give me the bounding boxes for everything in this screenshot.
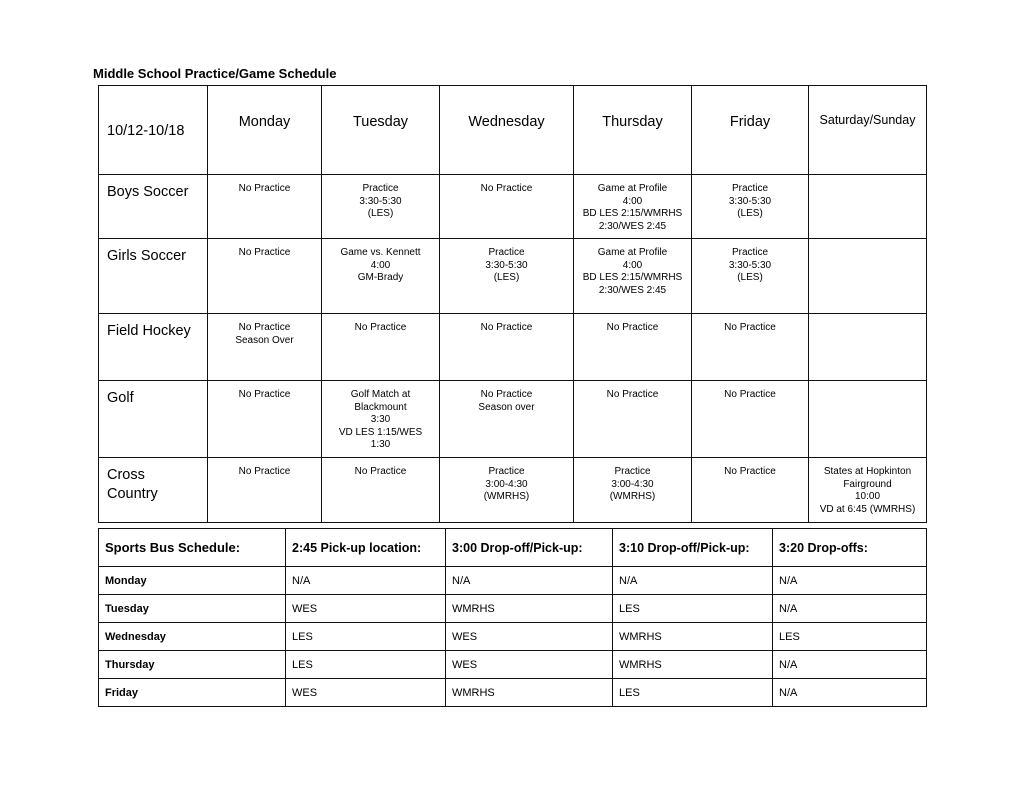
bus-cell: WMRHS [446, 679, 613, 707]
practice-game-schedule-table [98, 85, 927, 523]
sport-label: Field Hockey [99, 314, 208, 381]
bus-schedule-heading: Sports Bus Schedule: [99, 529, 286, 567]
bus-cell: LES [286, 623, 446, 651]
bus-cell: WMRHS [613, 651, 773, 679]
schedule-cell: No Practice [574, 381, 692, 458]
schedule-cell: Practice 3:30-5:30 (LES) [692, 175, 809, 239]
day-header-thursday: Thursday [574, 86, 692, 175]
bus-cell: LES [613, 595, 773, 623]
bus-row-wednesday [99, 623, 927, 651]
bus-header-310: 3:10 Drop-off/Pick-up: [613, 529, 773, 567]
bus-day-label: Wednesday [99, 623, 286, 651]
schedule-cell: Game vs. Kennett 4:00 GM-Brady [322, 239, 440, 314]
day-header-friday: Friday [692, 86, 809, 175]
bus-cell: N/A [773, 651, 927, 679]
bus-cell: N/A [446, 567, 613, 595]
schedule-cell: Practice 3:30-5:30 (LES) [440, 239, 574, 314]
schedule-cell: No Practice [208, 381, 322, 458]
schedule-cell: No Practice [440, 175, 574, 239]
schedule-cell: Game at Profile 4:00 BD LES 2:15/WMRHS 2:30/WES 2:45 [574, 239, 692, 314]
schedule-cell: No Practice [322, 314, 440, 381]
bus-cell: N/A [613, 567, 773, 595]
schedule-header-row [99, 86, 927, 175]
bus-row-monday [99, 567, 927, 595]
schedule-cell: No Practice [208, 239, 322, 314]
schedule-cell: No Practice [692, 458, 809, 523]
bus-row-friday [99, 679, 927, 707]
bus-cell: LES [773, 623, 927, 651]
schedule-cell [809, 175, 927, 239]
sport-label: Boys Soccer [99, 175, 208, 239]
schedule-cell: No Practice [692, 381, 809, 458]
schedule-cell [809, 314, 927, 381]
bus-cell: LES [286, 651, 446, 679]
bus-cell: WMRHS [446, 595, 613, 623]
day-header-wednesday: Wednesday [440, 86, 574, 175]
schedule-cell: No Practice [574, 314, 692, 381]
sport-label: Golf [99, 381, 208, 458]
bus-row-thursday [99, 651, 927, 679]
schedule-cell: No Practice [208, 175, 322, 239]
schedule-cell: Golf Match at Blackmount 3:30 VD LES 1:15/WES 1:30 [322, 381, 440, 458]
schedule-cell: No Practice [208, 458, 322, 523]
schedule-cell: Practice 3:30-5:30 (LES) [692, 239, 809, 314]
schedule-cell: No Practice Season over [440, 381, 574, 458]
schedule-cell: Practice 3:00-4:30 (WMRHS) [440, 458, 574, 523]
schedule-cell [809, 239, 927, 314]
day-header-weekend: Saturday/Sunday [809, 86, 927, 175]
schedule-cell: Practice 3:30-5:30 (LES) [322, 175, 440, 239]
bus-cell: WES [446, 623, 613, 651]
page-title: Middle School Practice/Game Schedule [93, 66, 337, 81]
schedule-cell: States at Hopkinton Fairground 10:00 VD at 6:45 (WMRHS) [809, 458, 927, 523]
bus-day-label: Friday [99, 679, 286, 707]
schedule-cell: No Practice Season Over [208, 314, 322, 381]
day-header-monday: Monday [208, 86, 322, 175]
sports-bus-schedule-table [98, 528, 927, 707]
bus-header-245: 2:45 Pick-up location: [286, 529, 446, 567]
schedule-cell: No Practice [692, 314, 809, 381]
bus-row-tuesday [99, 595, 927, 623]
bus-cell: WES [286, 679, 446, 707]
schedule-cell: Game at Profile 4:00 BD LES 2:15/WMRHS 2:30/WES 2:45 [574, 175, 692, 239]
schedule-cell: No Practice [322, 458, 440, 523]
schedule-row-cross-country [99, 458, 927, 523]
bus-header-row [99, 529, 927, 567]
bus-cell: N/A [773, 679, 927, 707]
schedule-cell: Practice 3:00-4:30 (WMRHS) [574, 458, 692, 523]
schedule-row-boys-soccer [99, 175, 927, 239]
schedule-cell [809, 381, 927, 458]
bus-cell: WES [286, 595, 446, 623]
bus-cell: WES [446, 651, 613, 679]
bus-cell: LES [613, 679, 773, 707]
schedule-row-girls-soccer [99, 239, 927, 314]
schedule-row-golf [99, 381, 927, 458]
bus-header-300: 3:00 Drop-off/Pick-up: [446, 529, 613, 567]
bus-cell: N/A [773, 595, 927, 623]
sport-label: Cross Country [99, 458, 208, 523]
bus-day-label: Tuesday [99, 595, 286, 623]
bus-cell: N/A [286, 567, 446, 595]
bus-day-label: Monday [99, 567, 286, 595]
day-header-tuesday: Tuesday [322, 86, 440, 175]
bus-cell: WMRHS [613, 623, 773, 651]
sport-label: Girls Soccer [99, 239, 208, 314]
schedule-cell: No Practice [440, 314, 574, 381]
week-range: 10/12-10/18 [99, 86, 208, 175]
bus-cell: N/A [773, 567, 927, 595]
schedule-row-field-hockey [99, 314, 927, 381]
bus-header-320: 3:20 Drop-offs: [773, 529, 927, 567]
bus-day-label: Thursday [99, 651, 286, 679]
